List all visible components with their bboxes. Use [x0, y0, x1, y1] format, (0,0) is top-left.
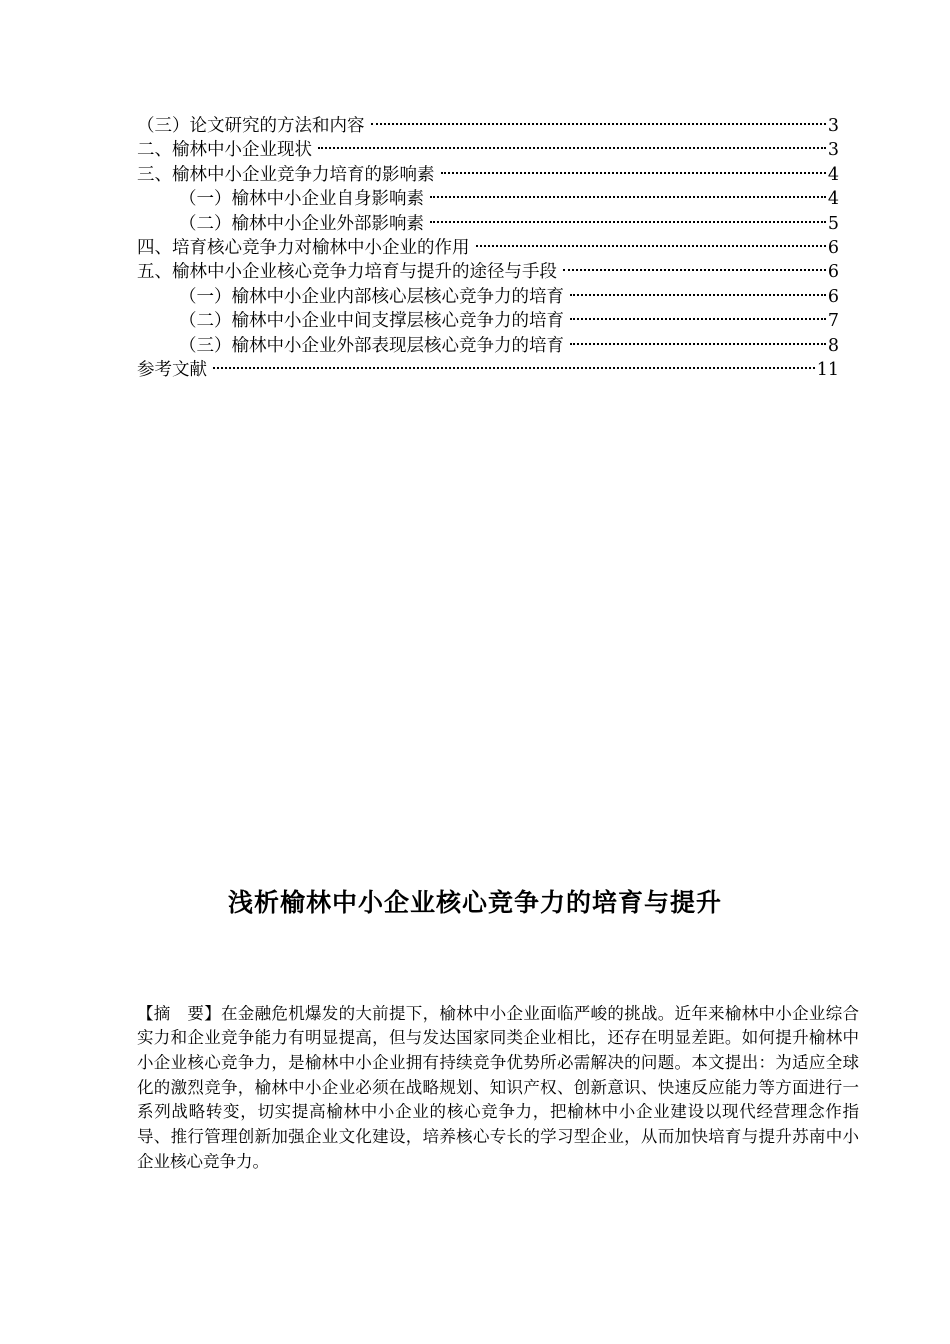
toc-entry-title: （二）榆林中小企业外部影响素: [179, 213, 424, 234]
toc-entry-title: （一）榆林中小企业内部核心层核心竞争力的培育: [179, 286, 564, 307]
toc-entry-page: 4: [827, 164, 839, 185]
toc-entry-title: （一）榆林中小企业自身影响素: [179, 189, 424, 210]
document-title: 浅析榆林中小企业核心竞争力的培育与提升: [227, 887, 722, 917]
toc-entry[interactable]: [137, 114, 839, 138]
toc-entry-title: 二、榆林中小企业现状: [137, 140, 312, 161]
toc-dot-leader: [570, 294, 826, 296]
toc-entry-page: 5: [827, 213, 839, 234]
toc-dot-leader: [570, 318, 826, 320]
toc-entry-page: 4: [827, 189, 839, 210]
toc-entry[interactable]: [137, 212, 839, 236]
toc-entry-page: 3: [827, 116, 839, 136]
toc-entry[interactable]: [137, 309, 839, 333]
toc-entry[interactable]: [137, 358, 839, 382]
toc-dot-leader: [430, 221, 826, 223]
toc-entry-title: 三、榆林中小企业竞争力培育的影响素: [137, 164, 435, 185]
table-of-contents: [137, 114, 839, 382]
toc-dot-leader: [213, 367, 815, 369]
toc-entry-page: 6: [827, 262, 839, 283]
toc-dot-leader: [318, 147, 826, 149]
abstract-label: 【摘 要】: [137, 1003, 221, 1023]
toc-entry-page: 7: [827, 311, 839, 332]
toc-entry-page: 3: [827, 140, 839, 161]
toc-entry[interactable]: [137, 163, 839, 187]
toc-dot-leader: [476, 245, 826, 247]
abstract-text: 在金融危机爆发的大前提下，榆林中小企业面临严峻的挑战。近年来榆林中小企业综合实力和企业竞争能力有明显提高，但与发达国家同类企业相比，还存在明显差距。如何提升榆林中小企业核心竞争力，是榆林中小企业拥有持续竞争优势所必需解决的问题。本文提出：为适应全球化的激烈竞争，榆林中小企业必须在战略规划、知识产权、创新意识、快速反应能力等方面进行一系列战略转变，切实提高榆林中小企业的核心竞争力，把榆林中小企业建设以现代经营理念作指导、推行管理创新加强企业文化建设，培养核心专长的学习型企业，从而加快培育与提升苏南中小企业核心竞争力。: [137, 1003, 860, 1171]
toc-entry-title: （三）论文研究的方法和内容: [137, 116, 365, 136]
abstract-paragraph: [137, 1002, 859, 1175]
toc-entry[interactable]: [137, 187, 839, 211]
toc-entry-title: 四、培育核心竞争力对榆林中小企业的作用: [137, 237, 470, 258]
toc-entry-title: 参考文献: [137, 359, 207, 380]
toc-dot-leader: [570, 343, 826, 345]
toc-entry-title: 五、榆林中小企业核心竞争力培育与提升的途径与手段: [137, 262, 557, 283]
toc-entry-title: （三）榆林中小企业外部表现层核心竞争力的培育: [179, 335, 564, 356]
toc-dot-leader: [430, 196, 826, 198]
toc-entry-title: （二）榆林中小企业中间支撑层核心竞争力的培育: [179, 311, 564, 332]
toc-dot-leader: [371, 123, 826, 125]
toc-entry[interactable]: [137, 285, 839, 309]
toc-entry[interactable]: [137, 260, 839, 284]
toc-entry-page: 6: [827, 286, 839, 307]
toc-entry-page: 11: [816, 359, 839, 380]
toc-entry-page: 8: [827, 335, 839, 356]
toc-entry[interactable]: [137, 138, 839, 162]
toc-entry-page: 6: [827, 237, 839, 258]
toc-dot-leader: [441, 172, 826, 174]
toc-dot-leader: [563, 269, 826, 271]
toc-entry[interactable]: [137, 236, 839, 260]
toc-entry[interactable]: [137, 334, 839, 358]
